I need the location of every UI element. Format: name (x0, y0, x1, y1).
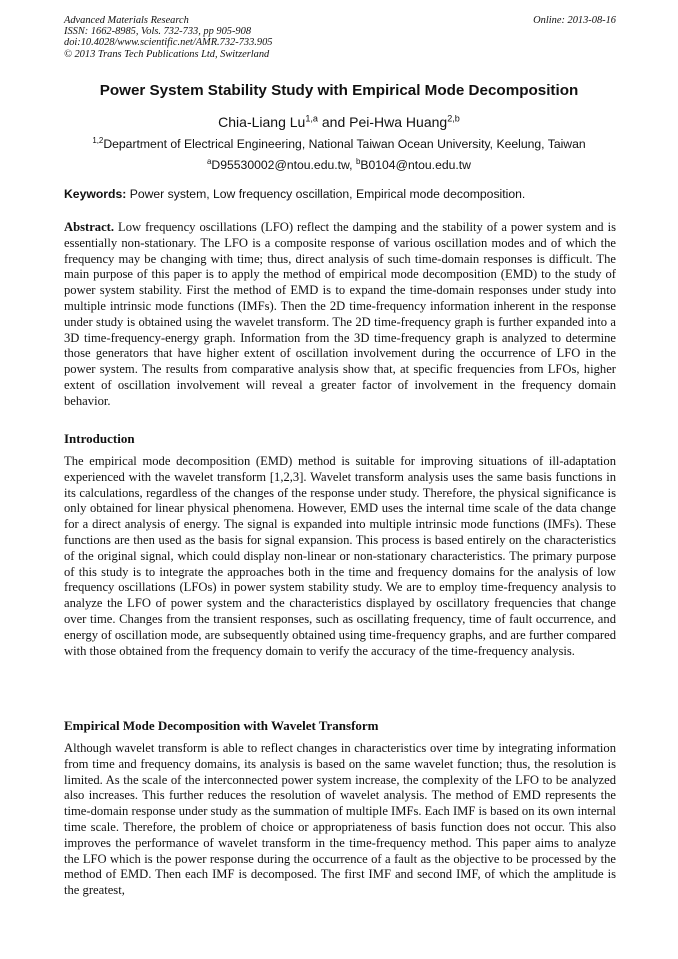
doi-line: doi:10.4028/www.scientific.net/AMR.732-733.905 (64, 37, 273, 49)
keywords (64, 187, 616, 201)
emd-section-body: Although wavelet transform is able to reflect changes in characteristics over time by integrating information from time and frequency domains, its analysis is based on the same wavelet function; thus, the resolution is limited. As the scale of the interconnected power system increase, the complexity of the LFO to be analyzed also increases. This further reduces the resolution of wavelet analysis. The method of EMD represents the time-domain response under study as the summation of multiple IMFs. Each IMF is based on its own internal time scale. Therefore, the problem of choice or appropriateness of basis function does not occur. This also improves the performance of wavelet transform in the time-frequency method. This paper aims to analyze the LFO which is the power response during the occurrence of a fault as the objective to be processed by the method of EMD. Then each IMF is decomposed. The first IMF and second IMF, of which the amplitude is the greatest, (64, 741, 616, 898)
author-1-marker: 1,a (305, 113, 318, 124)
email-b-marker: b (355, 156, 361, 166)
affiliation-text: Department of Electrical Engineering, National Taiwan Ocean University, Keelung, Taiwan (103, 137, 586, 151)
author-2-marker: 2,b (447, 113, 460, 124)
email-a[interactable]: D95530002@ntou.edu.tw, (211, 158, 356, 172)
abstract-label: Abstract. (64, 220, 115, 234)
introduction-heading: Introduction (64, 431, 135, 446)
affiliation-line (0, 137, 678, 151)
journal-name: Advanced Materials Research (64, 15, 189, 26)
affiliation-marker: 1,2 (92, 135, 104, 145)
email-b[interactable]: B0104@ntou.edu.tw (360, 158, 471, 172)
issn-line: ISSN: 1662-8985, Vols. 732-733, pp 905-908 (64, 26, 252, 38)
keywords-label: Keywords: (64, 187, 127, 201)
author-conjunction: and (317, 114, 350, 130)
author-1: Chia-Liang Lu (218, 114, 306, 130)
abstract (64, 220, 616, 410)
author-line (0, 114, 678, 130)
online-date: Online: 2013-08-16 (533, 15, 616, 26)
author-2: Pei-Hwa Huang (349, 114, 448, 130)
introduction-body: The empirical mode decomposition (EMD) method is suitable for improving situations of ill-adaptation experienced with the wavelet transform [1,2,3]. Wavelet transform analysis uses the same basis functions in its calculations, regardless of the changes of the response under study. Therefore, the physical significance is only obtained for linear physical phenomena. However, EMD uses the internal time scale of the data change for a direct analysis of energy. The signal is expanded into multiple intrinsic mode functions (IMFs). These functions are then used as the basis for signal expansion. This process is based entirely on the characteristics of the original signal, which could display non-linear or non-stationary characteristics. The primary purpose of this study is to integrate the approaches both in the time and frequency domains for the analysis of low frequency oscillations (LFOs) in power system stability study. We are to employ time-frequency analysis to analyze the LFO of power system and the characteristics displayed by oscillatory frequencies that change over time. Changes from the transient responses, such as oscillating frequency, time of fault occurrence, and energy of oscillation mode, are subsequently obtained using time-frequency graphs, and are further compared with those obtained from the frequency domain to verify the accuracy of the time-frequency analysis. (64, 454, 616, 658)
abstract-text: Low frequency oscillations (LFO) reflect the damping and the stability of a power system and is essentially non-stationary. The LFO is a composite response of various oscillation modes and of which the frequency may be changing with time; thus, direct analysis of such time-domain responses is difficult. The main purpose of this paper is to apply the method of empirical mode decomposition (EMD) to the study of power system stability. First the method of EMD is to expand the time-domain responses under study into multiple intrinsic mode functions (IMFs). Then the 2D time-frequency information inherent in the response under study is obtained using the wavelet transform. The 2D time-frequency graph is further expanded into a 3D time-frequency-energy graph. Information from the 3D time-frequency graph is analyzed to determine those generators that have higher extent of oscillation involvement during the occurrence of LFO in the power system. The results from comparative analysis show that, at specific frequencies from LFOs, higher extent of oscillation involvement will reveal a greater factor of involvement in the frequency domain behavior. (64, 220, 616, 408)
paper-title: Power System Stability Study with Empirical Mode Decomposition (99, 82, 579, 99)
email-line (0, 158, 678, 172)
keywords-text: Power system, Low frequency oscillation, Empirical mode decomposition. (126, 187, 526, 201)
emd-section-heading: Empirical Mode Decomposition with Wavelet Transform (64, 718, 379, 733)
copyright-line: © 2013 Trans Tech Publications Ltd, Switzerland (64, 48, 270, 60)
email-a-marker: a (207, 156, 212, 166)
publication-header (64, 15, 272, 60)
